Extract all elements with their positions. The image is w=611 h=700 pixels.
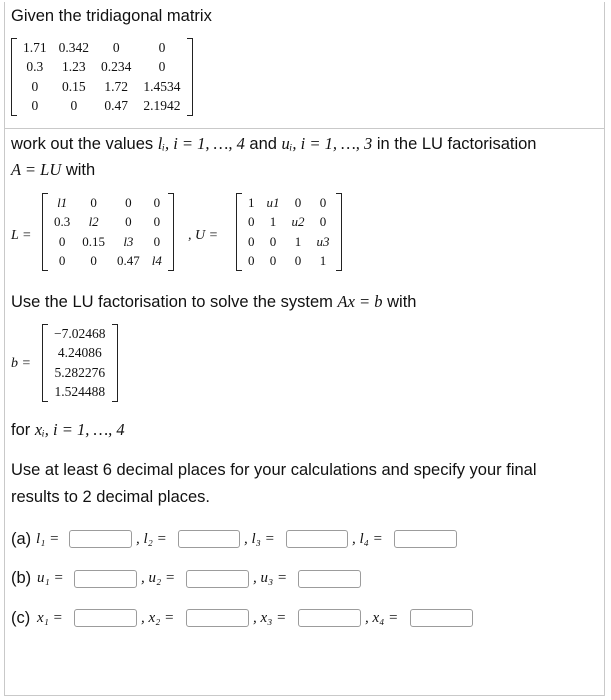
l3-input[interactable] (286, 530, 348, 548)
answer-a-l1-label: l₁ = (36, 531, 60, 547)
answer-c-x1-label: x₁ = (37, 610, 63, 626)
matrix-a-cell: 0 (31, 98, 39, 114)
solve-eq: Ax = b (337, 292, 383, 311)
answer-c-label: (c) (11, 609, 31, 627)
x2-input[interactable] (186, 609, 249, 627)
factorisation-post: with (61, 161, 96, 179)
matrix-u-cell: 0 (294, 253, 302, 269)
intro-text: Given the tridiagonal matrix (11, 7, 212, 25)
u-range: uᵢ, i = 1, …, 3 (281, 134, 373, 153)
matrix-l-cell: l3 (123, 233, 134, 249)
matrix-l-cell: 0 (58, 233, 66, 249)
matrix-a-cell: 0.47 (104, 98, 128, 114)
matrix-a-cell: 1.23 (62, 59, 86, 75)
matrix-l-cell: l4 (151, 253, 162, 269)
matrix-u-cell: 0 (248, 233, 255, 249)
answer-c-x4-label: , x₄ = (365, 610, 399, 626)
solve-pre: Use the LU factorisation to solve the system (11, 293, 338, 311)
l2-input[interactable] (178, 530, 240, 548)
matrix-a (11, 38, 193, 116)
u1-input[interactable] (74, 570, 137, 588)
answer-b-u3-label: , u₃ = (253, 570, 288, 586)
matrix-l-cell: 0 (153, 214, 161, 230)
answer-b-u2-label: , u₂ = (141, 570, 176, 586)
vector-b (42, 324, 118, 402)
matrix-u (236, 193, 342, 271)
work-out-mid: and (244, 135, 282, 153)
matrix-a-cell: 0 (31, 78, 39, 94)
l4-input[interactable] (394, 530, 457, 548)
u2-input[interactable] (186, 570, 249, 588)
matrix-a-cell: 0 (70, 98, 78, 114)
for-pre: for (11, 421, 35, 439)
answer-c-x2-label: , x₂ = (141, 610, 175, 626)
answer-a-l2-label: , l₂ = (136, 531, 167, 547)
matrix-u-cell: 1 (319, 253, 327, 269)
matrix-u-cell: 0 (248, 253, 255, 269)
matrix-u-cell: 0 (269, 233, 277, 249)
l-label: L = (11, 228, 32, 243)
matrix-u-cell: 0 (319, 214, 327, 230)
matrix-a-cell: 2.1942 (143, 98, 181, 114)
matrix-l-cell: 0.3 (54, 214, 71, 230)
matrix-l (42, 193, 174, 271)
for-eq: xᵢ, i = 1, …, 4 (34, 420, 125, 439)
instructions-line-1: Use at least 6 decimal places for your calculations and specify your final (11, 461, 537, 479)
x1-input[interactable] (74, 609, 137, 627)
matrix-l-cell: 0.47 (117, 253, 140, 269)
matrix-a-cell: 0.3 (26, 59, 44, 75)
matrix-a-cell: 0 (112, 39, 120, 55)
vector-b-cell: 1.524488 (54, 384, 106, 400)
matrix-u-cell: 1 (269, 214, 277, 230)
matrix-u-cell: 1 (248, 194, 255, 210)
matrix-u-cell: 1 (294, 233, 302, 249)
matrix-a-cell: 0 (158, 39, 166, 55)
b-label: b = (11, 356, 31, 371)
matrix-u-cell: u3 (316, 233, 330, 249)
matrix-u-cell: 0 (269, 253, 277, 269)
matrix-a-cell: 0.234 (101, 59, 132, 75)
matrix-a-cell: 0 (158, 59, 166, 75)
matrix-u-cell: u2 (291, 214, 305, 230)
answer-b-label: (b) (11, 569, 32, 587)
matrix-l-cell: 0.15 (82, 233, 105, 249)
answer-c-x3-label: , x₃ = (253, 610, 287, 626)
matrix-a-cell: 1.4534 (143, 78, 181, 94)
factorisation-line (11, 160, 95, 180)
section-divider (4, 128, 605, 129)
vector-b-cell: 5.282276 (54, 364, 106, 380)
work-out-post: in the LU factorisation (372, 135, 537, 153)
matrix-l-cell: 0 (125, 194, 132, 210)
answer-a-l4-label: , l₄ = (352, 531, 383, 547)
matrix-l-cell: 0 (58, 253, 66, 269)
vector-b-cell: −7.02468 (54, 325, 106, 341)
matrix-a-cell: 0.15 (62, 78, 86, 94)
u-label: , U = (188, 228, 219, 243)
work-out-pre: work out the values (11, 135, 158, 153)
matrix-u-cell: u1 (266, 194, 280, 210)
answer-b-u1-label: u₁ = (37, 570, 64, 586)
matrix-u-cell: 0 (319, 194, 327, 210)
work-out-line (11, 134, 536, 154)
vector-b-cell: 4.24086 (57, 345, 102, 361)
instructions-line-2: results to 2 decimal places. (11, 488, 211, 506)
x3-input[interactable] (298, 609, 361, 627)
matrix-u-cell: 0 (248, 214, 255, 230)
matrix-u-cell: 0 (294, 194, 302, 210)
matrix-l-cell: 0 (90, 253, 97, 269)
matrix-l-cell: 0 (153, 233, 161, 249)
l-range: lᵢ, i = 1, …, 4 (157, 134, 245, 153)
l1-input[interactable] (69, 530, 132, 548)
matrix-a-cell: 1.71 (23, 39, 47, 55)
matrix-l-cell: l1 (57, 194, 68, 210)
matrix-l-cell: l2 (88, 214, 99, 230)
matrix-a-cell: 1.72 (104, 78, 128, 94)
solve-line (11, 292, 416, 312)
factorisation-eq: A = LU (11, 160, 62, 179)
matrix-a-cell: 0.342 (58, 39, 89, 55)
matrix-l-cell: 0 (125, 214, 132, 230)
x4-input[interactable] (410, 609, 473, 627)
solve-post: with (382, 293, 417, 311)
for-line (11, 420, 125, 440)
matrix-l-cell: 0 (153, 194, 161, 210)
answer-a-label: (a) (11, 530, 32, 548)
u3-input[interactable] (298, 570, 361, 588)
answer-a-l3-label: , l₃ = (244, 531, 275, 547)
matrix-l-cell: 0 (90, 194, 97, 210)
